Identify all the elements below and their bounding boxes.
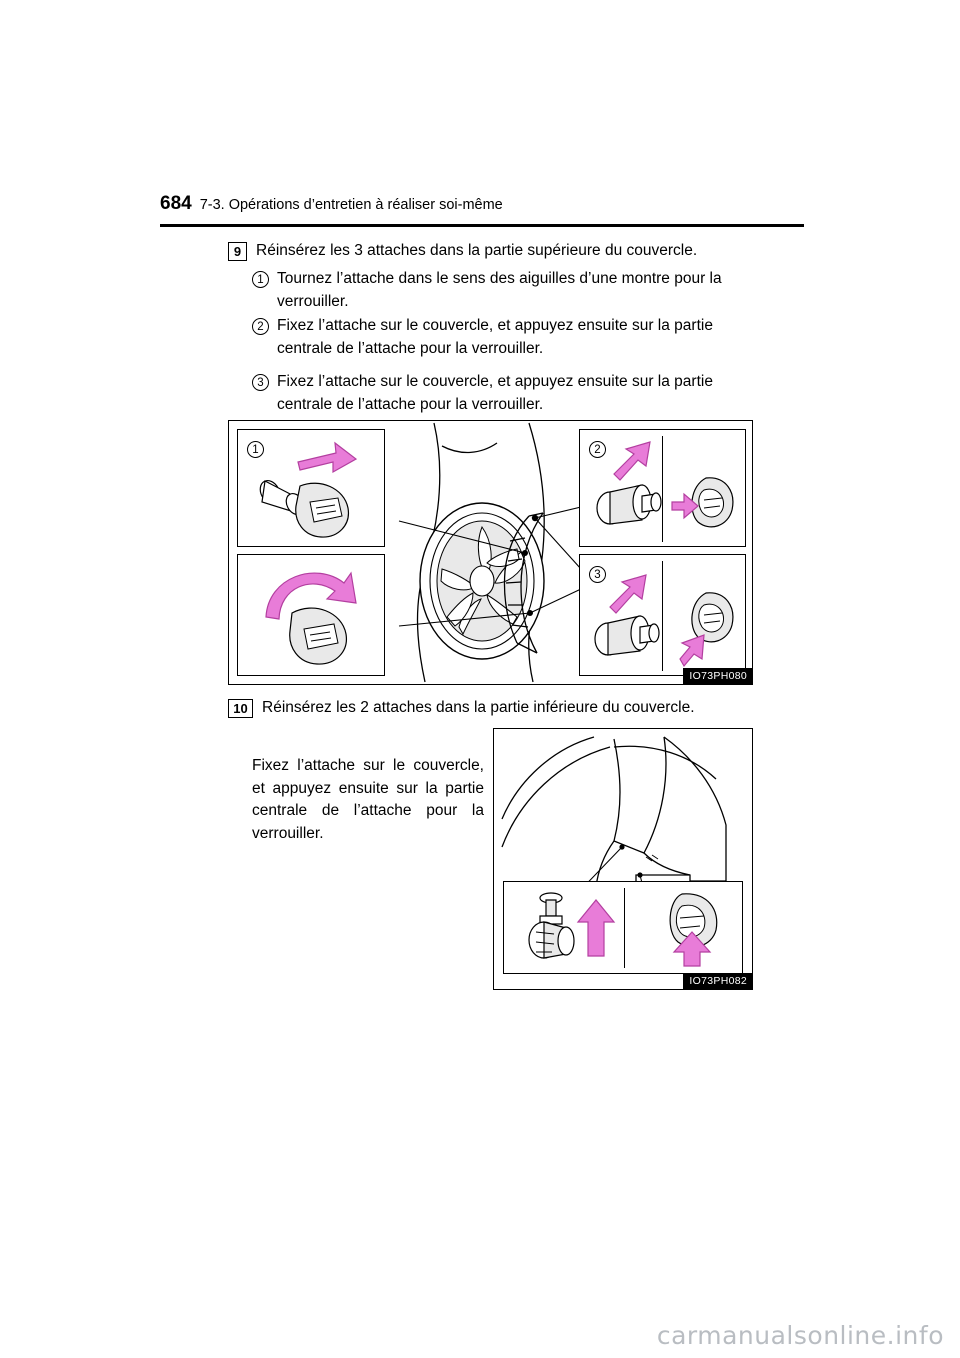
step-9-text: Réinsérez les 3 attaches dans la partie supérieure du couvercle. (256, 242, 698, 259)
figure-1-callout-1: 1 (247, 441, 264, 458)
substep-2-text: Fixez l’attache sur le couvercle, et appuyez ensuite sur la partie centrale de l’attache pour la verrouiller. (277, 317, 713, 357)
header-divider (160, 224, 804, 227)
step-10-text: Réinsérez les 2 attaches dans la partie inférieure du couvercle. (262, 699, 695, 716)
step-9 (228, 240, 788, 262)
panel-2-divider (662, 436, 663, 542)
substep-3-text: Fixez l’attache sur le couvercle, et appuyez ensuite sur la partie centrale de l’attache pour la verrouiller. (277, 373, 713, 413)
figure-1-callout-3: 3 (589, 566, 606, 583)
figure-2-panel-divider (624, 888, 625, 968)
watermark: carmanualsonline.info (656, 1321, 944, 1350)
page-header (160, 193, 804, 215)
figure-1-panel-1b (237, 554, 385, 676)
substep-3-number: 3 (252, 374, 269, 391)
substep-2 (252, 315, 772, 360)
substep-1-number: 1 (252, 271, 269, 288)
page-title: 7-3. Opérations d’entretien à réaliser soi-même (199, 197, 503, 213)
step-10-paragraph: Fixez l’attache sur le couvercle, et appuyez ensuite sur la partie centrale de l’attache pour la verrouiller. (252, 757, 484, 842)
substep-1 (252, 268, 772, 313)
substep-3 (252, 371, 772, 416)
step-10 (228, 697, 788, 719)
figure-1-callout-2: 2 (589, 441, 606, 458)
step-9-number: 9 (228, 242, 247, 261)
figure-2-code: IO73PH082 (683, 973, 752, 989)
substep-1-text: Tournez l’attache dans le sens des aiguilles d’une montre pour la verrouiller. (277, 270, 722, 310)
figure-2-panel-artwork (504, 882, 741, 972)
step-10-number: 10 (228, 699, 253, 718)
panel-3-divider (662, 561, 663, 671)
figure-1-code: IO73PH080 (683, 668, 752, 684)
figure-clips-lower (493, 728, 753, 990)
figure-clips-upper (228, 420, 753, 685)
figure-2-panel (503, 881, 743, 974)
page-number: 684 (160, 193, 192, 214)
panel-1b-artwork (238, 555, 383, 674)
substep-2-number: 2 (252, 318, 269, 335)
